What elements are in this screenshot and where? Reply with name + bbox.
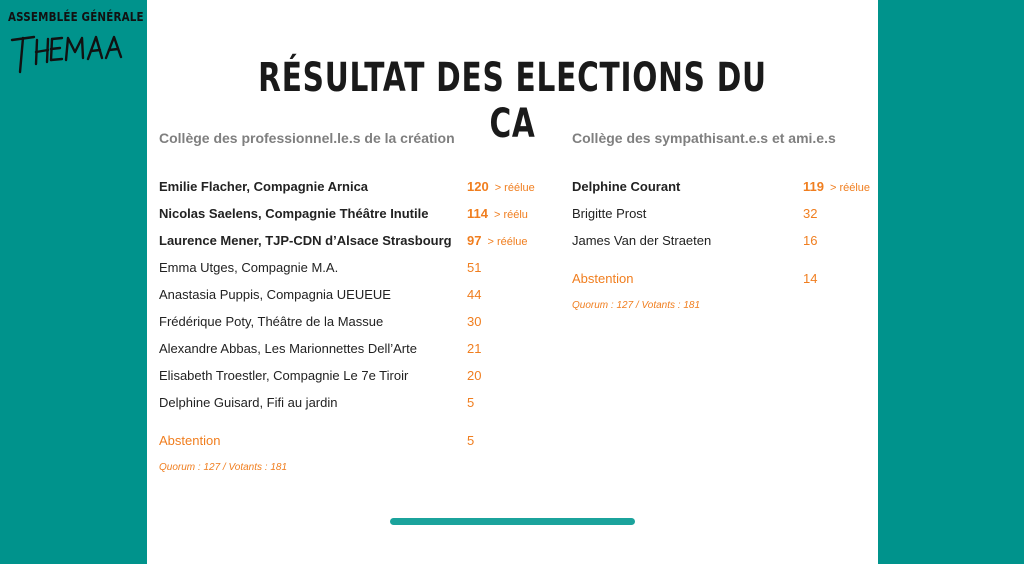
candidate-name: Delphine Guisard, Fifi au jardin [159, 395, 338, 410]
vote-count: 32 [803, 206, 818, 221]
candidate-name: Alexandre Abbas, Les Marionnettes Dell’Arte [159, 341, 417, 356]
reelected-note: > réélu [493, 209, 528, 221]
candidate-name: Brigitte Prost [572, 206, 647, 221]
vote-count: 51 [467, 260, 482, 275]
college-heading: Collège des sympathisant.e.s et ami.e.s [572, 130, 836, 146]
result-row [159, 314, 539, 341]
vote-count: 114 > réélu [467, 206, 528, 221]
vote-count: 44 [467, 287, 482, 302]
candidate-name: Nicolas Saelens, Compagnie Théâtre Inutile [159, 206, 429, 221]
abstention-value: 14 [803, 271, 818, 286]
result-row [159, 260, 539, 287]
candidate-name: Emilie Flacher, Compagnie Arnica [159, 179, 369, 194]
page-title-text: RÉSULTAT DES ELECTIONS DU CA [258, 55, 767, 147]
result-row [159, 287, 539, 314]
abstention-row [159, 433, 539, 460]
vote-count: 21 [467, 341, 482, 356]
candidate-name: Anastasia Puppis, Compagnia UEUEUE [159, 287, 391, 302]
result-row [159, 395, 539, 422]
candidate-name: Emma Utges, Compagnie M.A. [159, 260, 339, 275]
brand-top-text: ASSEMBLÉE GÉNÉRALE [8, 10, 144, 24]
abstention-value: 5 [467, 433, 475, 448]
result-row [572, 206, 872, 233]
result-row [159, 341, 539, 368]
result-row [572, 233, 872, 260]
candidate-name: Frédérique Poty, Théâtre de la Massue [159, 314, 384, 329]
reelected-note: > réélue [487, 236, 528, 248]
abstention-label: Abstention [572, 271, 634, 286]
slide-page [147, 0, 878, 564]
quorum-line: Quorum : 127 / Votants : 181 [572, 300, 701, 311]
brush-stroke-divider [390, 518, 635, 525]
vote-count: 5 [467, 395, 475, 410]
candidate-name: Elisabeth Troestler, Compagnie Le 7e Tiroir [159, 368, 409, 383]
vote-count: 120 > réélue [467, 179, 535, 194]
themaa-logo [8, 28, 128, 76]
candidate-name: Laurence Mener, TJP-CDN d’Alsace Strasbourg [159, 233, 452, 248]
candidate-name: James Van der Straeten [572, 233, 712, 248]
college-sympathisants [572, 130, 872, 311]
vote-count: 16 [803, 233, 818, 248]
candidate-name: Delphine Courant [572, 179, 681, 194]
vote-count: 119 > réélue [803, 179, 871, 194]
abstention-row [572, 271, 872, 298]
college-heading: Collège des professionnel.le.s de la création [159, 130, 455, 146]
result-row [159, 233, 539, 260]
result-row [159, 368, 539, 395]
result-row [159, 179, 539, 206]
result-row [159, 206, 539, 233]
reelected-note: > réélue [829, 182, 871, 194]
abstention-label: Abstention [159, 433, 221, 448]
quorum-line: Quorum : 127 / Votants : 181 [159, 462, 288, 473]
vote-count: 97 > réélue [467, 233, 528, 248]
result-row [572, 179, 872, 206]
brand-block [8, 10, 144, 76]
reelected-note: > réélue [494, 182, 535, 194]
vote-count: 30 [467, 314, 482, 329]
college-professionnels [159, 130, 539, 473]
vote-count: 20 [467, 368, 482, 383]
